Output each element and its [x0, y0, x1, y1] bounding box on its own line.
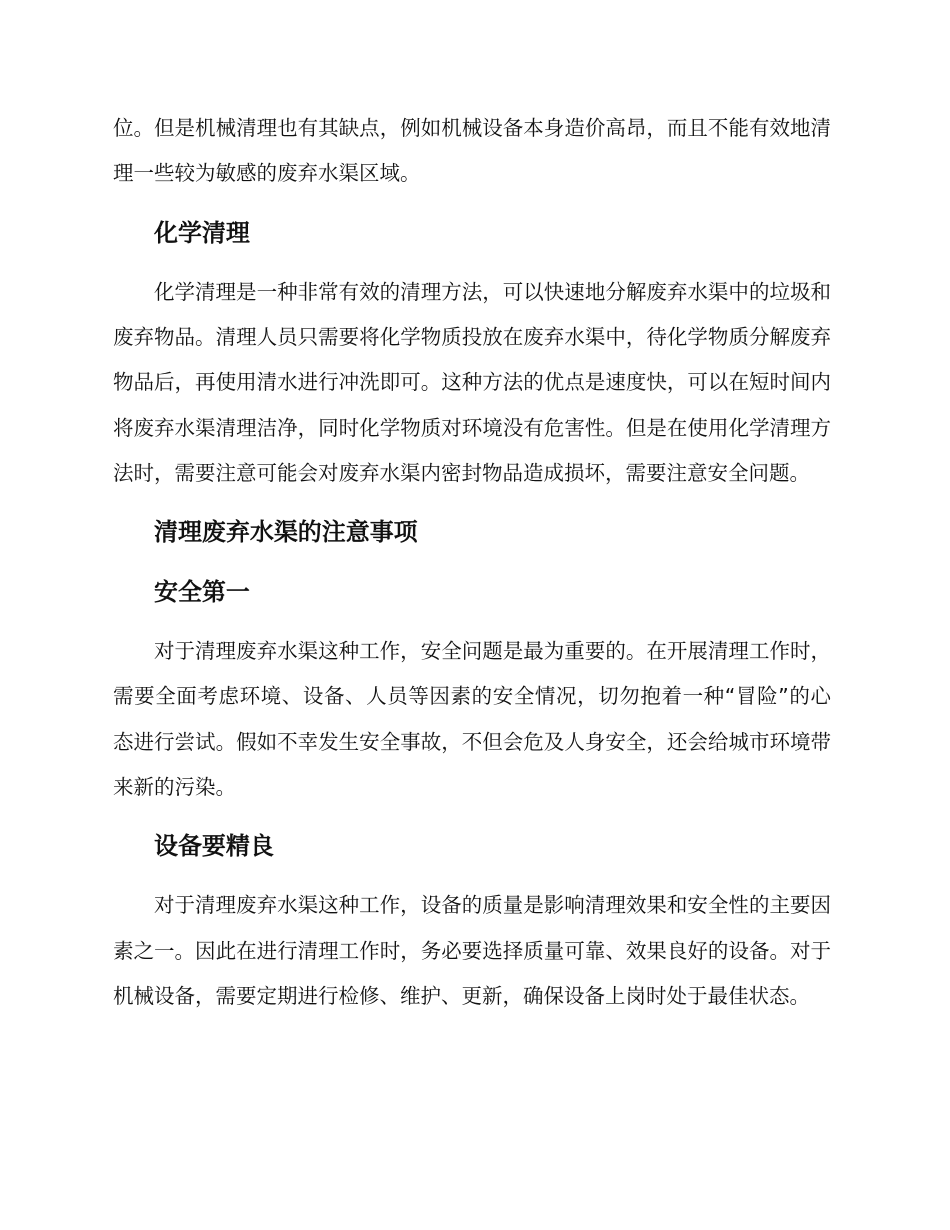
- heading-good-equipment: 设备要精良: [154, 832, 274, 861]
- paragraph-chemical-cleaning: 化学清理是一种非常有效的清理方法，可以快速地分解废弃水渠中的垃圾和废弃物品。清理人员只需要将化学物质投放在废弃水渠中，待化学物质分解废弃物品后，再使用清水进行冲洗即可。这种方法的优点是速度快，可以在短时间内将废弃水渠清理洁净，同时化学物质对环境没有危害性。但是在使用化学清理方法时，需要注意可能会对废弃水渠内密封物品造成损坏，需要注意安全问题。: [113, 279, 831, 486]
- intro-paragraph: 位。但是机械清理也有其缺点，例如机械设备本身造价高昂，而且不能有效地清理一些较为敏感的废弃水渠区域。: [113, 116, 831, 186]
- heading-chemical-cleaning: 化学清理: [154, 218, 250, 247]
- paragraph-safety-first: 对于清理废弃水渠这种工作，安全问题是最为重要的。在开展清理工作时，需要全面考虑环境、设备、人员等因素的安全情况，切勿抱着一种“冒险”的心态进行尝试。假如不幸发生安全事故，不但会危及人身安全，还会给城市环境带来新的污染。: [113, 638, 831, 799]
- heading-cleaning-notes: 清理废弃水渠的注意事项: [154, 518, 418, 547]
- document-page: [113, 106, 831, 1033]
- paragraph-good-equipment: 对于清理废弃水渠这种工作，设备的质量是影响清理效果和安全性的主要因素之一。因此在进行清理工作时，务必要选择质量可靠、效果良好的设备。对于机械设备，需要定期进行检修、维护、更新，确保设备上岗时处于最佳状态。: [113, 893, 831, 1009]
- heading-safety-first: 安全第一: [154, 577, 250, 606]
